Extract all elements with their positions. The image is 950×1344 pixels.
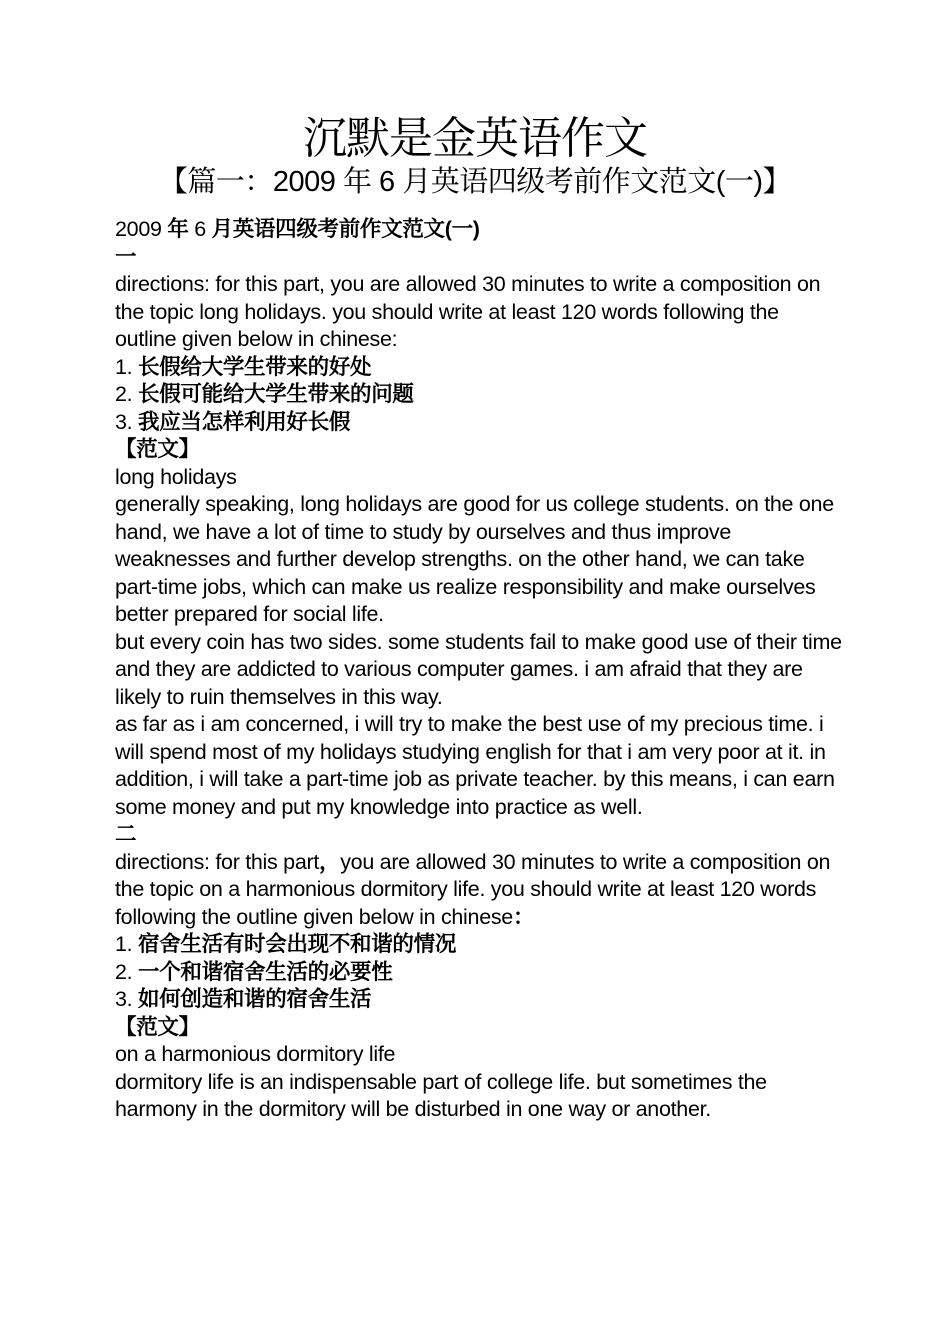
directions-text: you are allowed 30 minutes to write a composition on the topic on a harmonious dormitory life. you should write at least 120 words following the outline given below in chinese: [115, 849, 831, 929]
heading-year-char: 年: [167, 217, 195, 241]
document-body: [115, 216, 845, 1124]
document-title: 沉默是金英语作文: [303, 114, 647, 163]
section-1-outline-item: [115, 381, 845, 409]
section-2-sample-label: 【范文】: [115, 1014, 200, 1039]
section-2-mark: 二: [115, 822, 137, 846]
section-1-directions: directions: for this part, you are allowed 30 minutes to write a composition on the topic long holidays. you should write at least 120 words following the outline given below in chinese:: [115, 272, 821, 351]
directions-text: directions: for this part: [115, 849, 320, 874]
directions-comma: ，: [319, 849, 341, 874]
outline-text: 长假给大学生带来的好处: [138, 354, 372, 379]
section-2-directions: [115, 849, 845, 932]
section-1-essay-title: long holidays: [115, 464, 237, 489]
outline-text: 宿舍生活有时会出现不和谐的情况: [138, 932, 457, 956]
section-1-paragraph: generally speaking, long holidays are good for us college students. on the one hand, we have a lot of time to study by ourselves and thus improve weaknesses and further develop strengths. on the other hand, we can take part-time jobs, which can make us realize responsibility and make ourselves better prepared for social life.: [115, 492, 834, 626]
section-2-outline-item: [115, 959, 845, 987]
section-1-outline-item: [115, 409, 845, 437]
outline-number: 1.: [115, 932, 139, 956]
outline-number: 1.: [115, 354, 139, 379]
section-2-outline-item: [115, 931, 845, 959]
section-1-paragraph: as far as i am concerned, i will try to make the best use of my precious time. i will spend most of my holidays studying english for that i am very poor at it. in addition, i will take a part-time job as private teacher. by this means, i can earn some money and put my knowledge into practice as well.: [115, 712, 835, 819]
outline-number: 2.: [115, 382, 139, 406]
outline-number: 3.: [115, 409, 139, 434]
directions-colon: ：: [512, 904, 535, 929]
outline-number: 3.: [115, 987, 139, 1011]
outline-number: 2.: [115, 959, 139, 984]
outline-text: 一个和谐宿舍生活的必要性: [138, 959, 393, 984]
heading-rest: 月英语四级考前作文范文(一): [211, 217, 480, 241]
document-subtitle: 【篇一：2009 年 6 月英语四级考前作文范文(一)】: [158, 166, 792, 198]
section-2-essay-title: on a harmonious dormitory life: [115, 1042, 396, 1066]
outline-text: 我应当怎样利用好长假: [138, 409, 351, 434]
heading-month: 6: [194, 217, 212, 241]
section-1-sample-label: 【范文】: [115, 437, 200, 461]
outline-text: 如何创造和谐的宿舍生活: [138, 987, 372, 1011]
heading-year: 2009: [115, 217, 168, 241]
outline-text: 长假可能给大学生带来的问题: [138, 382, 414, 406]
section-1-paragraph: but every coin has two sides. some students fail to make good use of their time and they are addicted to various computer games. i am afraid that they are likely to ruin themselves in this way.: [115, 629, 842, 709]
section-1-outline-item: [115, 354, 845, 382]
article-heading: [115, 216, 845, 244]
section-2-outline-item: [115, 986, 845, 1014]
section-1-mark: 一: [115, 244, 137, 269]
section-2-paragraph: dormitory life is an indispensable part of college life. but sometimes the harmony in the dormitory will be disturbed in one way or another.: [115, 1069, 767, 1121]
